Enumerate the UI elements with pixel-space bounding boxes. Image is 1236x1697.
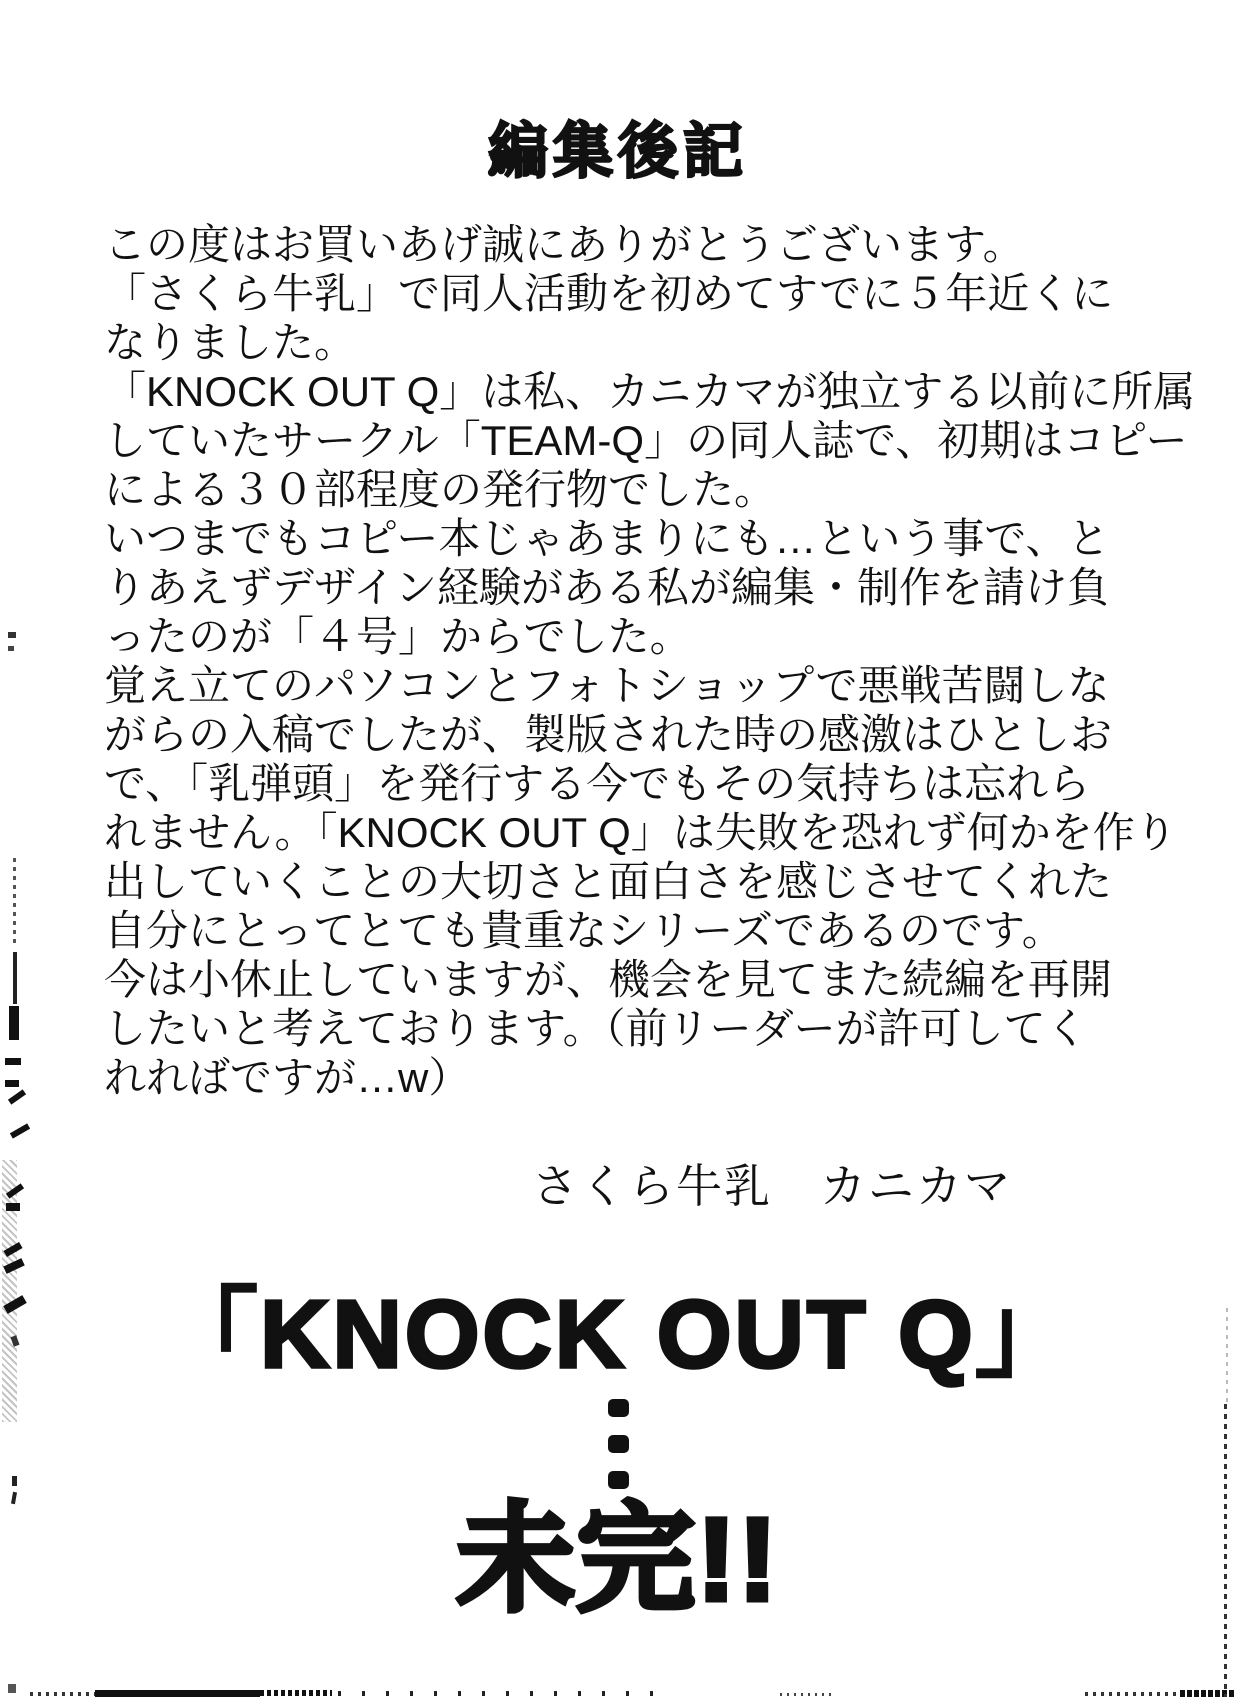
body-line: がらの入稿でしたが、製版された時の感激はひとしお	[104, 711, 1113, 758]
dot	[608, 1435, 629, 1453]
scan-artifact	[13, 858, 16, 944]
bottom-edge-mark	[30, 1692, 95, 1696]
body-line: 「KNOCK OUT Q」は私、カニカマが独立する以前に所属	[104, 368, 1196, 415]
scan-artifact	[12, 1476, 17, 1486]
author-signature: さくら牛乳 カニカマ	[532, 1160, 1012, 1212]
body-line: ったのが「４号」からでした。	[104, 613, 692, 660]
scan-artifact	[9, 1006, 19, 1040]
page-title: 編集後記	[488, 118, 748, 185]
dot	[608, 1399, 629, 1417]
body-line: れません。「KNOCK OUT Q」は失敗を恐れず何かを作り	[104, 809, 1177, 856]
body-line: していたサークル「TEAM-Q」の同人誌で、初期はコピー	[104, 417, 1188, 464]
body-line: 自分にとってとても貴重なシリーズであるのです。	[104, 907, 1064, 954]
bottom-edge-mark	[95, 1690, 260, 1697]
body-line: りあえずデザイン経験がある私が編集・制作を請け負	[104, 564, 1110, 611]
body-line: れればですが…w）	[104, 1054, 471, 1101]
bottom-edge-mark	[338, 1691, 668, 1696]
body-line: いつまでもコピー本じゃあまりにも…という事で、と	[104, 515, 1110, 562]
scan-artifact	[10, 1123, 30, 1138]
scan-artifact	[13, 952, 17, 1004]
dot	[608, 1471, 629, 1489]
right-edge-dashes	[1226, 1308, 1228, 1404]
series-title: 「KNOCK OUT Q」	[161, 1281, 1075, 1388]
body-line: 覚え立てのパソコンとフォトショップで悪戦苦闘しな	[104, 662, 1110, 709]
body-line: 出していくことの大切さと面白さを感じさせてくれた	[104, 858, 1113, 905]
body-line: 今は小休止していますが、機会を見てまた続編を再開	[104, 956, 1113, 1003]
bottom-edge-mark	[1085, 1692, 1185, 1696]
scan-artifact	[5, 1080, 19, 1087]
bottom-edge-mark	[780, 1693, 835, 1696]
scan-artifact	[6, 1203, 20, 1211]
body-line: なりました。	[104, 319, 357, 366]
bottom-edge-mark	[260, 1690, 332, 1696]
body-line: 「さくら牛乳」で同人活動を初めてすでに５年近くに	[104, 270, 1114, 317]
vertical-ellipsis	[0, 1399, 1236, 1489]
scan-artifact	[8, 1089, 26, 1104]
afterword-body	[104, 220, 1196, 1102]
scan-artifact	[8, 646, 14, 651]
scan-artifact	[5, 1058, 21, 1065]
unfinished-text: 未完!!	[456, 1494, 780, 1626]
scan-artifact	[8, 1684, 16, 1693]
body-line: で、「乳弾頭」を発行する今でもその気持ちは忘れら	[104, 760, 1091, 807]
bottom-edge-mark	[1180, 1690, 1236, 1697]
body-line: による３０部程度の発行物でした。	[104, 466, 777, 513]
scan-artifact	[8, 632, 16, 638]
body-line: この度はお買いあげ誠にありがとうございます。	[104, 221, 1025, 268]
scan-artifact	[2, 1160, 17, 1422]
right-edge-dashes	[1224, 1404, 1227, 1697]
body-line: したいと考えております。（前リーダーが許可してく	[104, 1005, 1088, 1052]
